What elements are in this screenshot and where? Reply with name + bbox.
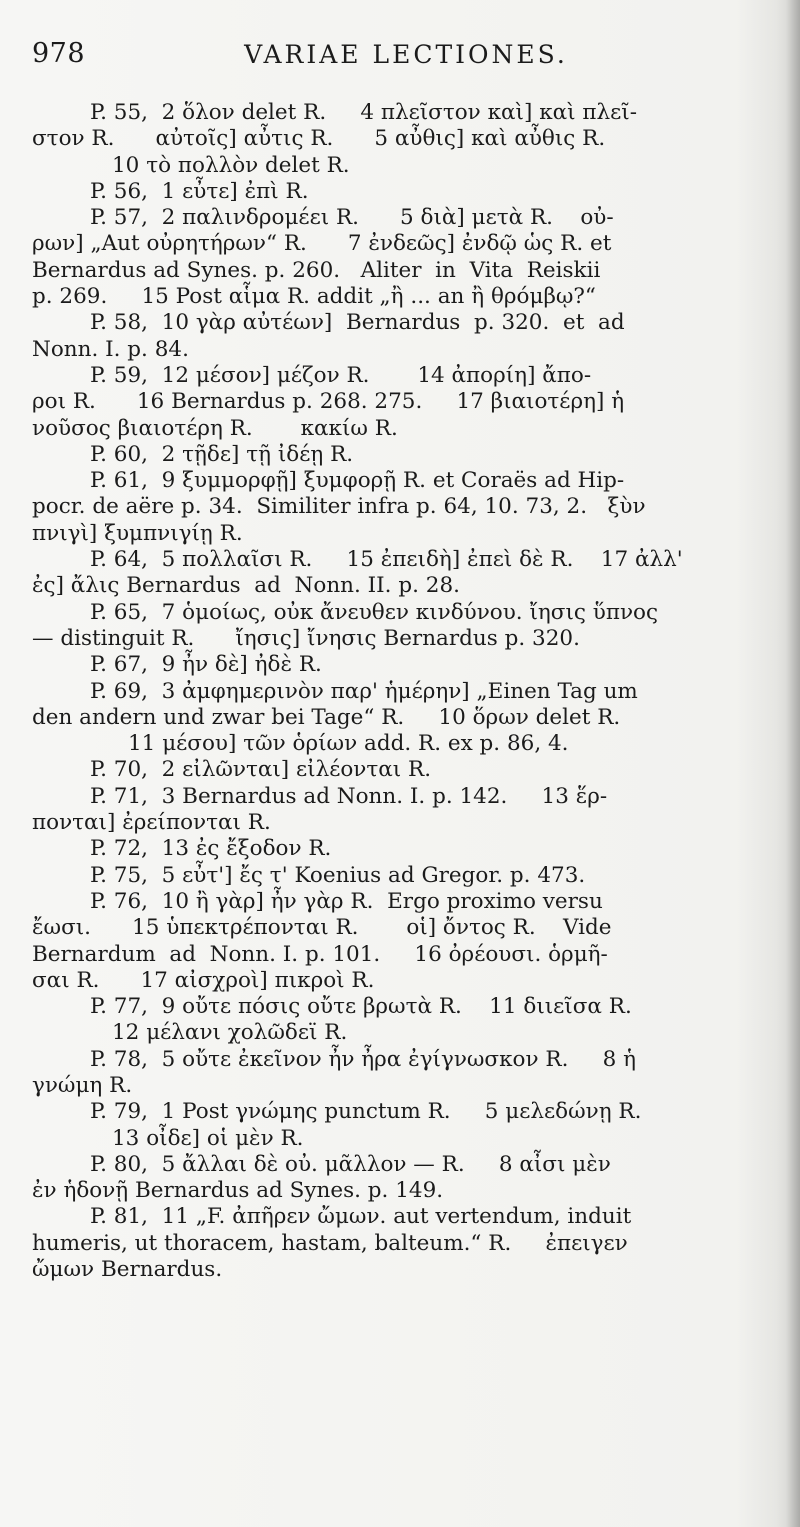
text-line: p. 269. 15 Post αἷμα R. addit „ἢ ... an ἢ θρόμβῳ?“ (32, 284, 596, 310)
text-line: Nonn. I. p. 84. (32, 336, 189, 362)
page-number: 978 (32, 38, 86, 69)
text-line: P. 59, 12 μέσον] μέζον R. 14 ἀπορίη] ἄπο- (90, 362, 592, 388)
text-line: P. 58, 10 γὰρ αὐτέων] Bernardus p. 320. et ad (90, 310, 625, 336)
text-line: ὤμων Bernardus. (32, 1257, 223, 1283)
text-line: 10 τὸ πολλὸν delet R. (112, 152, 350, 178)
text-line: P. 67, 9 ἦν δὲ] ἠδὲ R. (90, 652, 322, 678)
text-line: P. 72, 13 ἐς ἔξοδον R. (90, 836, 332, 862)
text-line: Bernardum ad Nonn. I. p. 101. 16 ὀρέουσι. ὁρμῆ- (32, 941, 608, 967)
text-line: πνιγὶ] ξυμπνιγίῃ R. (32, 520, 243, 546)
text-line: P. 64, 5 πολλαῖσι R. 15 ἐπειδὴ] ἐπεὶ δὲ R. 17 ἀλλ' (90, 547, 683, 573)
text-line: νοῦσος βιαιοτέρη R. κακίω R. (32, 415, 398, 441)
page-header (32, 38, 760, 82)
text-line: P. 71, 3 Bernardus ad Nonn. I. p. 142. 13 ἕρ- (90, 783, 608, 809)
text-line: — distinguit R. ἴησις] ἴνησις Bernardus p. 320. (32, 625, 580, 651)
text-line: πονται] ἐρείπονται R. (32, 810, 271, 836)
running-title: VARIAE LECTIONES. (244, 40, 568, 69)
text-line: P. 70, 2 εἰλῶνται] εἰλέονται R. (90, 757, 432, 783)
text-line: P. 76, 10 ἢ γὰρ] ἦν γὰρ R. Ergo proximo versu (90, 888, 603, 914)
text-line: σαι R. 17 αἰσχροὶ] πικροὶ R. (32, 967, 375, 993)
text-line: P. 56, 1 εὖτε] ἐπὶ R. (90, 178, 309, 204)
page-spine-shadow (786, 0, 800, 1527)
text-line: ἐς] ἄλις Bernardus ad Nonn. II. p. 28. (32, 573, 460, 599)
variae-lectiones-text (32, 100, 756, 1283)
text-line: P. 65, 7 ὁμοίως, οὐκ ἄνευθεν κινδύνου. ἴησις ὕπνος (90, 599, 659, 625)
text-line: ρων] „Aut οὐρητήρων“ R. 7 ἐνδεῶς] ἐνδῷ ὡς R. et (32, 231, 612, 257)
text-line: P. 57, 2 παλινδρομέει R. 5 διὰ] μετὰ R. οὐ- (90, 205, 614, 231)
text-line: 13 οἶδε] οἱ μὲν R. (112, 1125, 304, 1151)
text-line: P. 61, 9 ξυμμορφῇ] ξυμφορῇ R. et Coraës ad Hip- (90, 468, 625, 494)
text-line: P. 80, 5 ἄλλαι δὲ οὐ. μᾶλλον — R. 8 αἶσι μὲν (90, 1151, 611, 1177)
text-line: den andern und zwar bei Tage“ R. 10 ὅρων delet R. (32, 704, 621, 730)
text-line: humeris, ut thoracem, hastam, balteum.“ R. ἐπειγεν (32, 1230, 628, 1256)
text-line: στον R. αὐτοῖς] αὖτις R. 5 αὖθις] καὶ αὖθις R. (32, 126, 606, 152)
text-line: P. 60, 2 τῇδε] τῇ ἰδέῃ R. (90, 441, 354, 467)
text-line: Bernardus ad Synes. p. 260. Aliter in Vita Reiskii (32, 257, 601, 283)
text-line: ἔωσι. 15 ὑπεκτρέπονται R. οἱ] ὄντος R. Vide (32, 915, 612, 941)
text-line: ροι R. 16 Bernardus p. 268. 275. 17 βιαιοτέρη] ἡ (32, 389, 625, 415)
text-line: P. 55, 2 ὅλον delet R. 4 πλεῖστον καὶ] καὶ πλεῖ- (90, 100, 638, 125)
text-line: P. 69, 3 ἀμφημερινὸν παρ' ἡμέρην] „Einen Tag um (90, 678, 638, 704)
text-line: P. 81, 11 „F. ἀπῆρεν ὤμων. aut vertendum, induit (90, 1204, 632, 1230)
text-line: pocr. de aëre p. 34. Similiter infra p. 64, 10. 73, 2. ξὺν (32, 494, 646, 520)
text-line: P. 77, 9 οὔτε πόσις οὔτε βρωτὰ R. 11 διιεῖσα R. (90, 994, 632, 1020)
text-line: P. 75, 5 εὖτ'] ἔς τ' Koenius ad Gregor. p. 473. (90, 862, 586, 888)
text-line: P. 78, 5 οὔτε ἐκεῖνον ἦν ἦρα ἐγίγνωσκον R. 8 ἡ (90, 1046, 636, 1072)
text-line: P. 79, 1 Post γνώμης punctum R. 5 μελεδώνῃ R. (90, 1099, 642, 1125)
text-line: ἐν ἡδονῇ Bernardus ad Synes. p. 149. (32, 1178, 444, 1204)
text-line: 12 μέλανι χολῶδεϊ R. (112, 1020, 348, 1046)
text-line: γνώμη R. (32, 1072, 133, 1098)
text-line: 11 μέσου] τῶν ὁρίων add. R. ex p. 86, 4. (128, 731, 569, 757)
